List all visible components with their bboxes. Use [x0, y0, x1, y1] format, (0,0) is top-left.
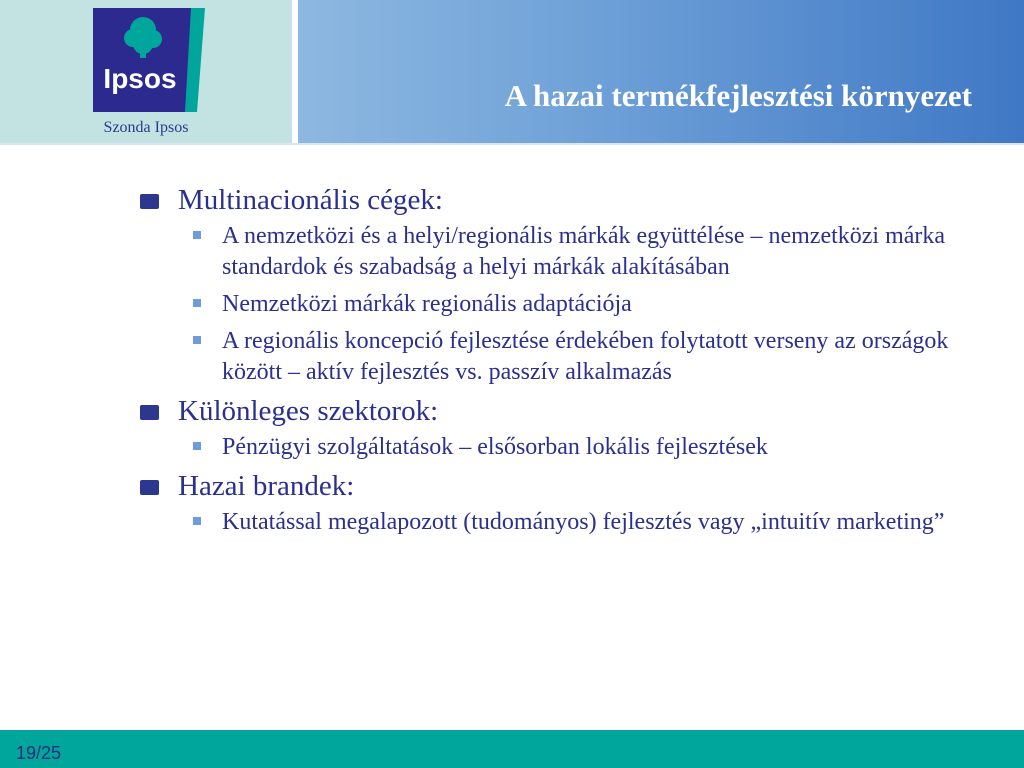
section-heading-text: Hazai brandek: — [178, 470, 355, 502]
title-panel — [298, 0, 1024, 143]
list-item-text: Kutatással megalapozott (tudományos) fejlesztés vagy „intuitív marketing” — [222, 509, 945, 535]
ipsos-logo — [93, 8, 205, 112]
logo-text: Ipsos — [103, 63, 177, 94]
list-item — [193, 221, 990, 283]
header-underline — [0, 143, 1024, 145]
list-item-text: Nemzetközi márkák regionális adaptációja — [222, 291, 632, 317]
page-number: 19/25 — [16, 743, 62, 763]
small-square-bullet-icon — [193, 299, 201, 307]
logo-caption: Szonda Ipsos — [103, 119, 189, 136]
small-square-bullet-icon — [193, 231, 201, 239]
slide-header — [0, 0, 1024, 143]
section-heading-text: Különleges szektorok: — [178, 395, 439, 427]
slide-footer — [0, 730, 1024, 768]
section-heading-text: Multinacionális cégek: — [178, 184, 443, 216]
small-square-bullet-icon — [193, 517, 201, 525]
list-item — [193, 289, 990, 320]
list-item — [193, 326, 990, 388]
section-heading — [140, 394, 990, 428]
list-item — [193, 507, 990, 538]
bullet-content — [140, 183, 990, 544]
section-heading — [140, 469, 990, 503]
list-item-text: Pénzügyi szolgáltatások – elsősorban lokális fejlesztések — [222, 434, 768, 460]
list-item-text: A nemzetközi és a helyi/regionális márkák együttélése – nemzetközi márka standardok és szabadság a helyi márkák alakításában — [222, 223, 946, 280]
square-bullet-icon — [140, 194, 159, 209]
square-bullet-icon — [140, 480, 159, 495]
list-item — [193, 432, 990, 463]
section-heading — [140, 183, 990, 217]
list-item-text: A regionális koncepció fejlesztése érdekében folytatott verseny az országok között – aktív fejlesztés vs. passzív alkalmazás — [222, 328, 949, 385]
slide-title: A hazai termékfejlesztési környezet — [504, 78, 972, 113]
square-bullet-icon — [140, 405, 159, 420]
small-square-bullet-icon — [193, 336, 201, 344]
logo-panel — [0, 0, 292, 143]
small-square-bullet-icon — [193, 442, 201, 450]
